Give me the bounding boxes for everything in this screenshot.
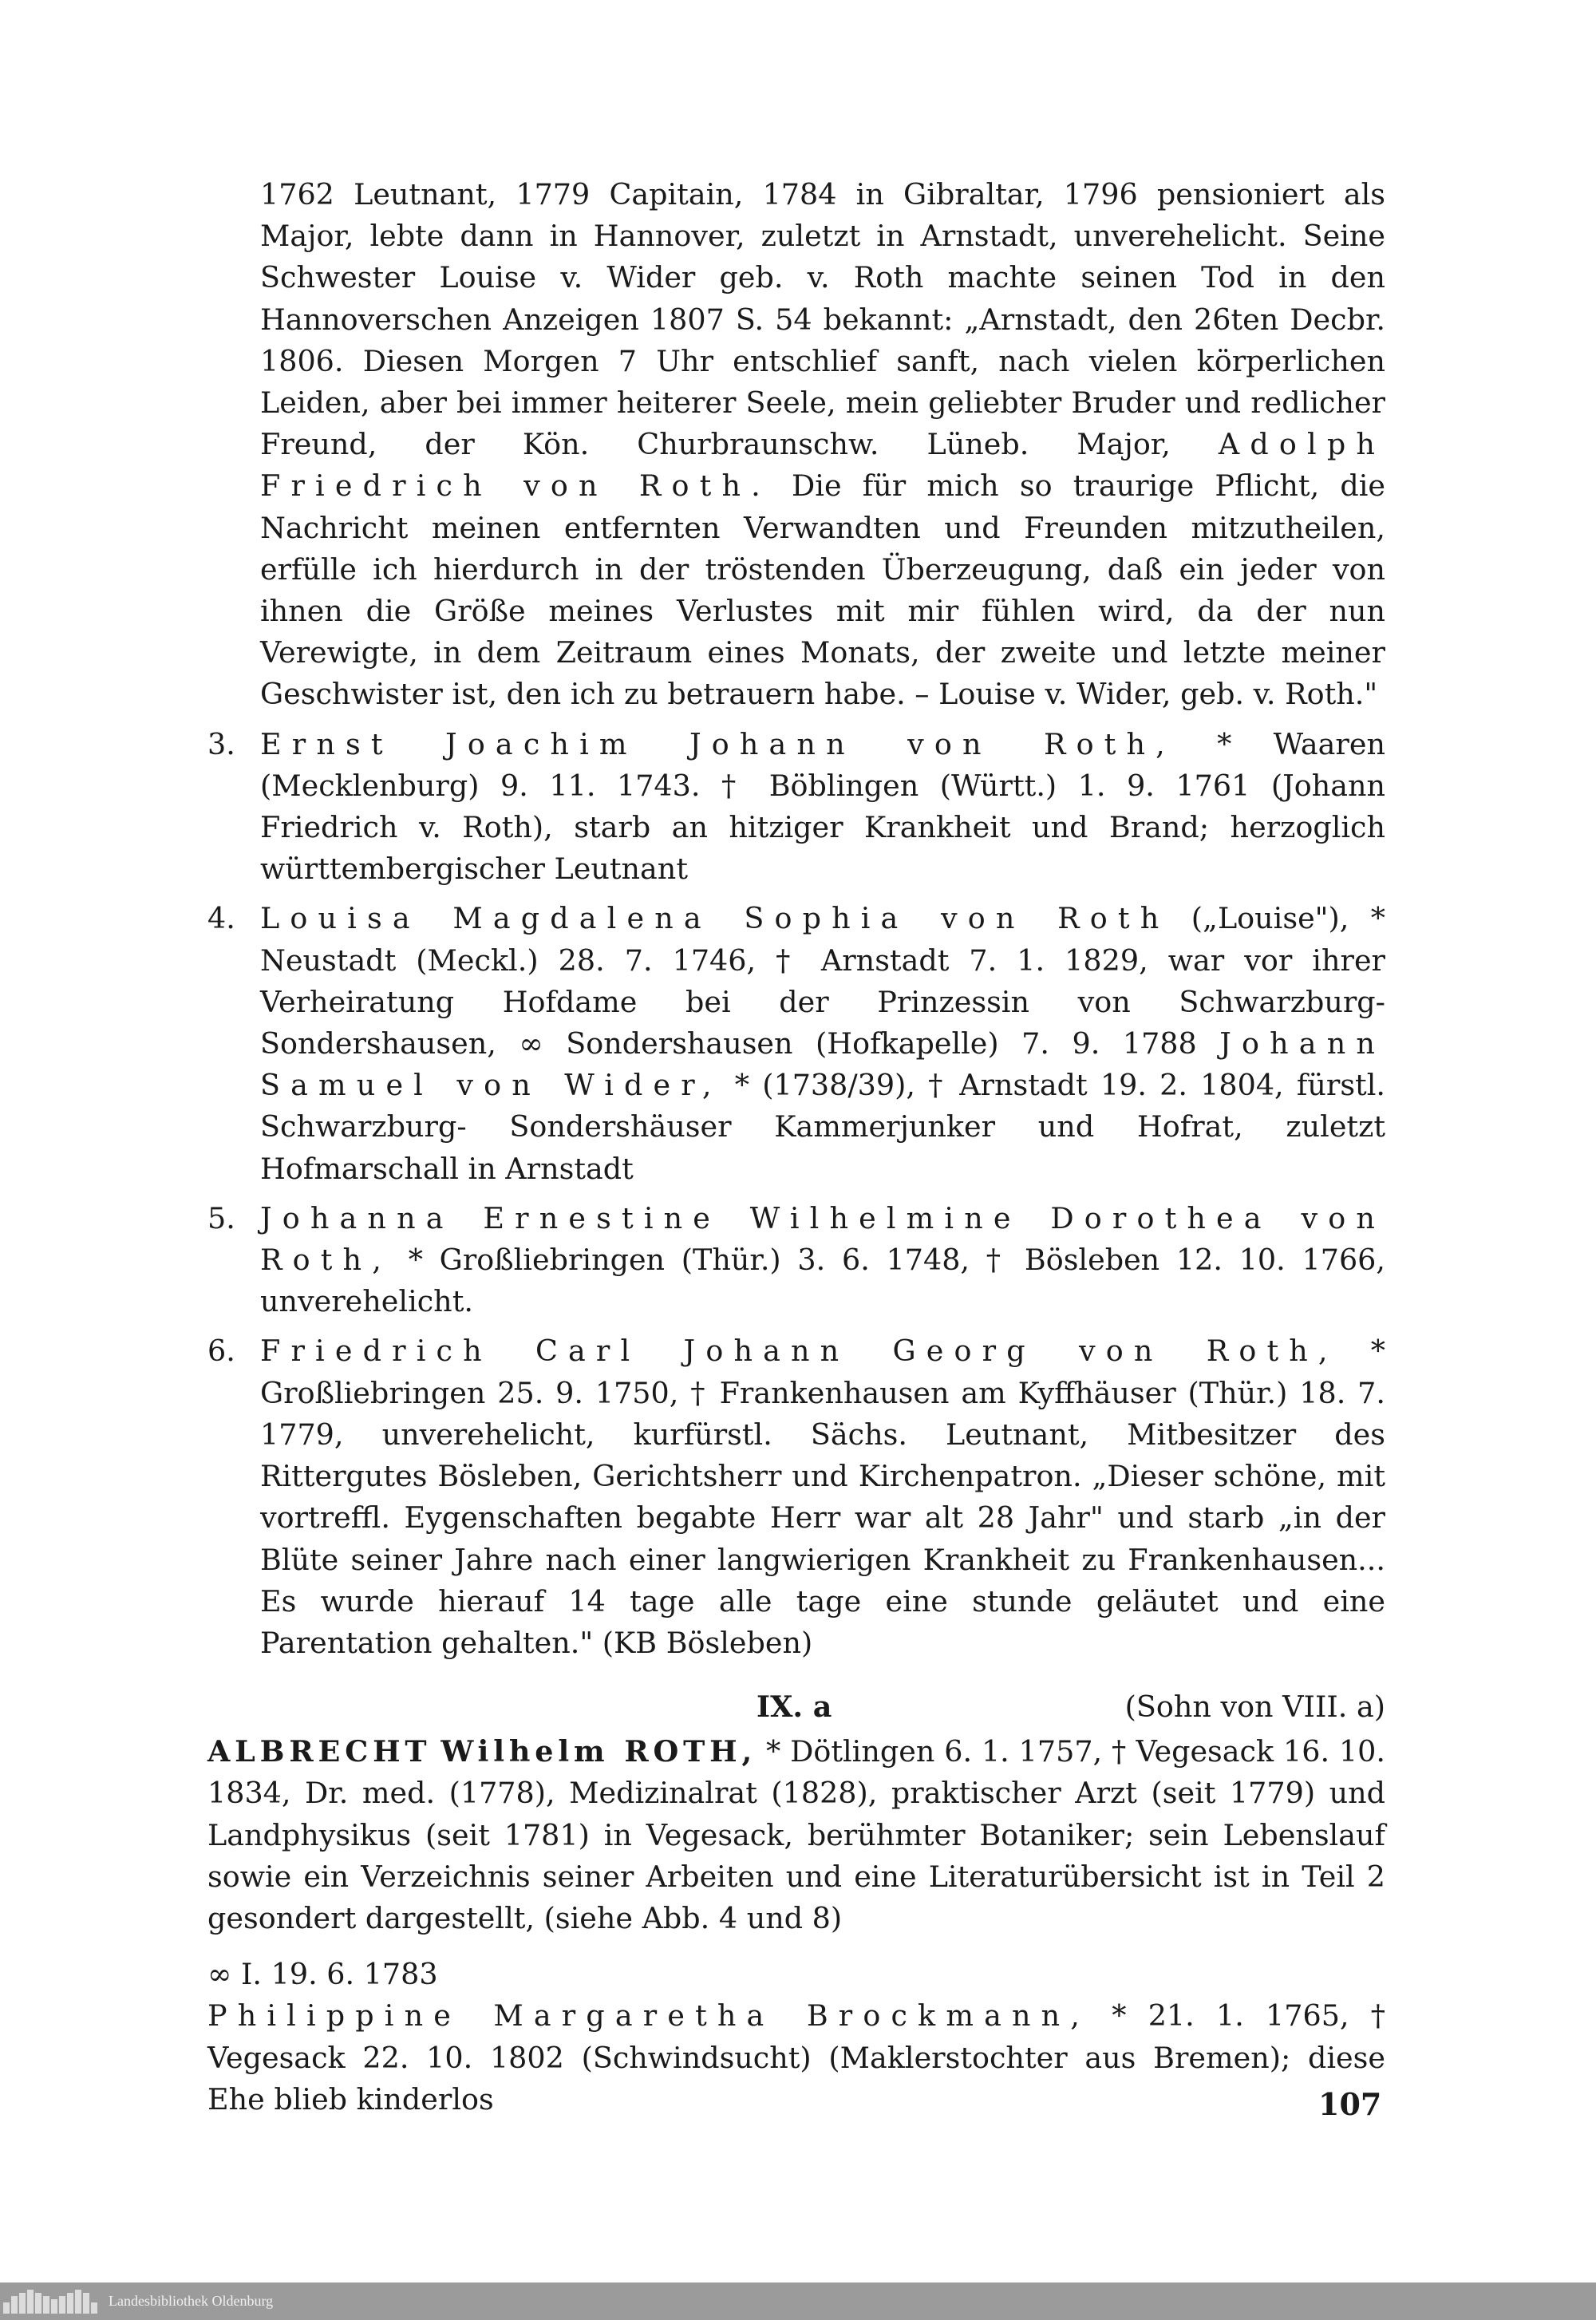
spouse-name: Johann Samuel von Wider, (260, 1026, 1385, 1103)
person-name-caps: ALBRECHT (207, 1734, 432, 1769)
person-name: Louisa Magdalena Sophia von Roth (260, 901, 1170, 936)
item-number: 3. (207, 726, 235, 761)
list-item: 4. Louisa Magdalena Sophia von Roth („Louise"), * Neustadt (Meckl.) 28. 7. 1746, † Arnstadt 7. 1. 1829, war vor ihrer Verheiratung Hofdame bei der Prinzessin von Schwarzburg-Sondershausen, ∞ Sondershausen (Hofkapelle) 7. 9. 1788 Johann Samuel von Wider, * (1738/39), † Arnstadt 19. 2. 1804, fürstl. Schwarzburg- Sondershäuser Kammerjunker und Hofrat, zuletzt Hofmarschall in Arnstadt (260, 898, 1385, 1189)
spouse-name: Philippine Margaretha Brockmann, (207, 1998, 1091, 2033)
library-name: Landesbibliothek Oldenburg (109, 2293, 274, 2309)
item-number: 6. (207, 1334, 235, 1369)
section-heading: IX. a (757, 1690, 832, 1725)
person-name: Johanna Ernestine Wilhelmine Dorothea von Roth, (260, 1200, 1385, 1278)
library-footer-bar (0, 2282, 1596, 2320)
item-number: 4. (207, 901, 235, 936)
person-name: Friedrich Carl Johann Georg von Roth, (260, 1334, 1338, 1369)
section-entry: ALBRECHT Wilhelm ROTH, * Dötlingen 6. 1. 1757, † Vegesack 16. 10. 1834, Dr. med. (1778), Medizinalrat (1828), praktischer Arzt (seit 1779) und Landphysikus (seit 1781) in Vegesack, berühmter Botaniker; sein Lebenslauf sowie ein Verzeichnis seiner Arbeiten und eine Literaturübersicht ist in Teil 2 gesondert dargestellt, (siehe Abb. 4 und 8) (207, 1734, 1385, 1935)
list-item: 3. Ernst Joachim Johann von Roth, * Waaren (Mecklenburg) 9. 11. 1743. † Böblingen (Württ.) 1. 9. 1761 (Johann Friedrich v. Roth), starb an hitziger Krankheit und Brand; herzoglich württembergischer Leutnant (260, 724, 1385, 891)
parent-reference: (Sohn von VIII. a) (1124, 1690, 1385, 1725)
section-heading-row (260, 1686, 1385, 1731)
person-name-rest: Wilhelm ROTH, (440, 1734, 757, 1769)
page-number: 107 (1318, 2086, 1382, 2122)
spouse-entry: Philippine Margaretha Brockmann, * 21. 1. 1765, † Vegesack 22. 10. 1802 (Schwindsucht) (Maklerstochter aus Bremen); diese Ehe blieb kinderlos (207, 1998, 1385, 2116)
item-number: 5. (207, 1200, 235, 1235)
list-item: 5. Johanna Ernestine Wilhelmine Dorothea von Roth, * Großliebringen (Thür.) 3. 6. 1748, † Bösleben 12. 10. 1766, unverehelicht. (260, 1198, 1385, 1323)
person-name: Ernst Joachim Johann von Roth, (260, 726, 1175, 761)
library-building-icon (3, 2290, 97, 2314)
body-text (207, 174, 1386, 2120)
person-name: Adolph Friedrich von Roth. (260, 427, 1385, 504)
marriage-line: ∞ I. 19. 6. 1783 (207, 1957, 438, 1992)
list-item: 6. Friedrich Carl Johann Georg von Roth, * Großliebringen 25. 9. 1750, † Frankenhausen am Kyffhäuser (Thür.) 18. 7. 1779, unverehelicht, kurfürstl. Sächs. Leutnant, Mitbesitzer des Rittergutes Bösleben, Gerichtsherr und Kirchenpatron. „Dieser schöne, mit vortreffl. Eygenschaften begabte Herr war alt 28 Jahr" und starb „in der Blüte seiner Jahre nach einer langwierigen Krankheit zu Frankenhausen... Es wurde hierauf 14 tage alle tage eine stunde geläutet und eine Parentation gehalten." (KB Bösleben) (260, 1330, 1385, 1664)
paragraph-continuation: 1762 Leutnant, 1779 Capitain, 1784 in Gibraltar, 1796 pensioniert als Major, lebte dann in Hannover, zuletzt in Arnstadt, unverehelicht. Seine Schwester Louise v. Wider geb. v. Roth machte seinen Tod in den Hannoverschen Anzeigen 1807 S. 54 bekannt: „Arnstadt, den 26ten Decbr. 1806. Diesen Morgen 7 Uhr entschlief sanft, nach vielen körperlichen Leiden, aber bei immer heiterer Seele, mein geliebter Bruder und redlicher Freund, der Kön. Churbraunschw. Lüneb. Major, Adolph Friedrich von Roth. Die für mich so traurige Pflicht, die Nachricht meinen entfernten Verwandten und Freunden mitzutheilen, erfülle ich hierdurch in der tröstenden Überzeugung, daß ein jeder von ihnen die Größe meines Verlustes mit mir fühlen wird, da der nun Verewigte, in dem Zeitraum eines Monats, der zweite und letzte meiner Geschwister ist, den ich zu betrauern habe. – Louise v. Wider, geb. v. Roth." (260, 177, 1386, 712)
